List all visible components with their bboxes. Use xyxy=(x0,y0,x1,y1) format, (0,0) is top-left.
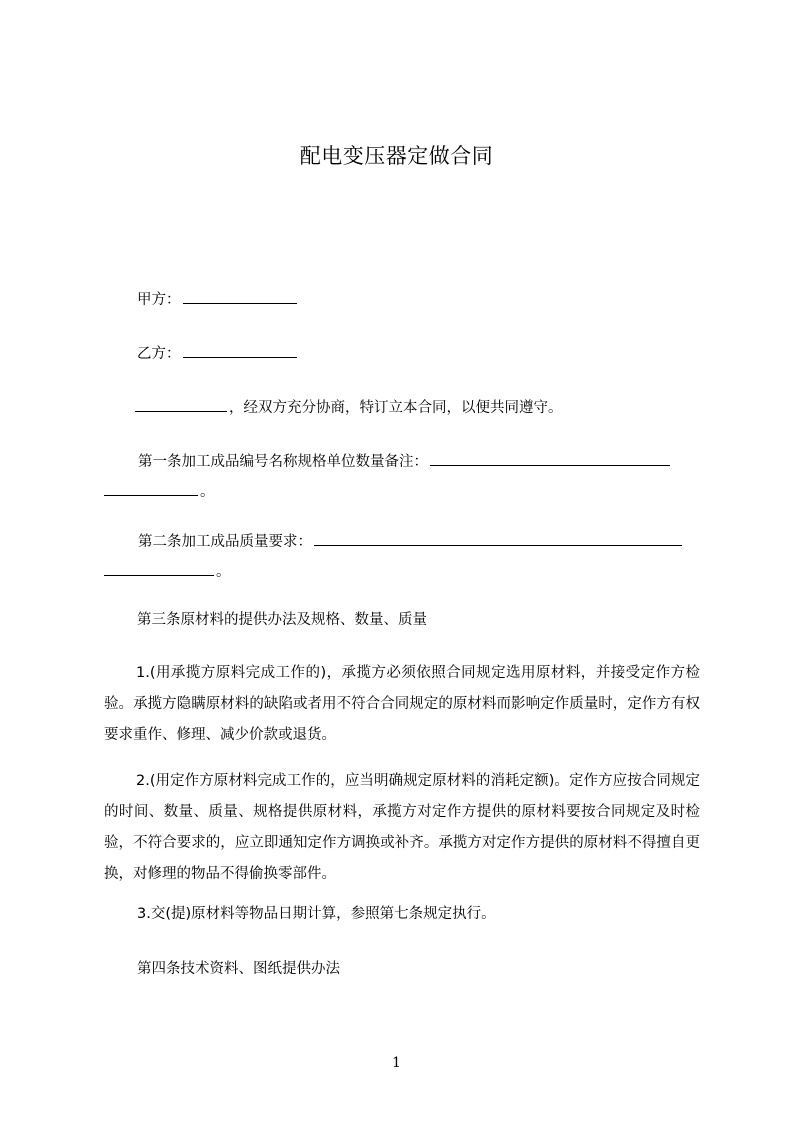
article3-item2: 2.(用定作方原材料完成工作的，应当明确规定原材料的消耗定额)。定作方应按合同规定的时间、数量、质量、规格提供原材料，承揽方对定作方提供的原材料要按合同规定及时检验，不符合要求的，应立即通知定作方调换或补齐。承揽方对定作方提供的原材料不得擅自更换，对修理的物品不得偷换零部件。 xyxy=(104,773,700,882)
article2-blank xyxy=(314,528,682,546)
article1-label: 第一条加工成品编号名称规格单位数量备注： xyxy=(138,454,428,470)
article3-item3: 3.交(提)原材料等物品日期计算，参照第七条规定执行。 xyxy=(137,906,496,922)
article2-end: 。 xyxy=(216,564,231,580)
article1-line xyxy=(138,446,672,478)
article2-line2 xyxy=(104,556,231,588)
party-a-line xyxy=(137,284,299,316)
party-b-label: 乙方： xyxy=(137,346,181,362)
party-b-line xyxy=(137,338,299,370)
article1-line2 xyxy=(104,476,215,508)
party-b-blank xyxy=(183,340,297,358)
intro-blank xyxy=(135,394,227,412)
document-title: 配电变压器定做合同 xyxy=(299,144,494,168)
article1-blank xyxy=(430,448,670,466)
party-a-blank xyxy=(183,286,297,304)
article2-line xyxy=(138,526,684,558)
article2-blank-2 xyxy=(104,558,214,576)
article3-item1: 1.(用承揽方原料完成工作的)，承揽方必须依照合同规定选用原材料，并接受定作方检验。承揽方隐瞒原材料的缺陷或者用不符合合同规定的原材料而影响定作质量时，定作方有权要求重作、修理、减少价款或退货。 xyxy=(104,665,700,743)
party-a-label: 甲方： xyxy=(137,292,181,308)
article1-blank-2 xyxy=(104,478,198,496)
intro-text: ，经双方充分协商，特订立本合同，以便共同遵守。 xyxy=(229,400,563,416)
article3-heading: 第三条原材料的提供办法及规格、数量、质量 xyxy=(137,612,427,628)
page-number: 1 xyxy=(392,1055,401,1071)
article1-end: 。 xyxy=(200,484,215,500)
article2-label: 第二条加工成品质量要求： xyxy=(138,534,312,550)
intro-line xyxy=(135,392,563,424)
article4-heading: 第四条技术资料、图纸提供办法 xyxy=(137,961,340,977)
